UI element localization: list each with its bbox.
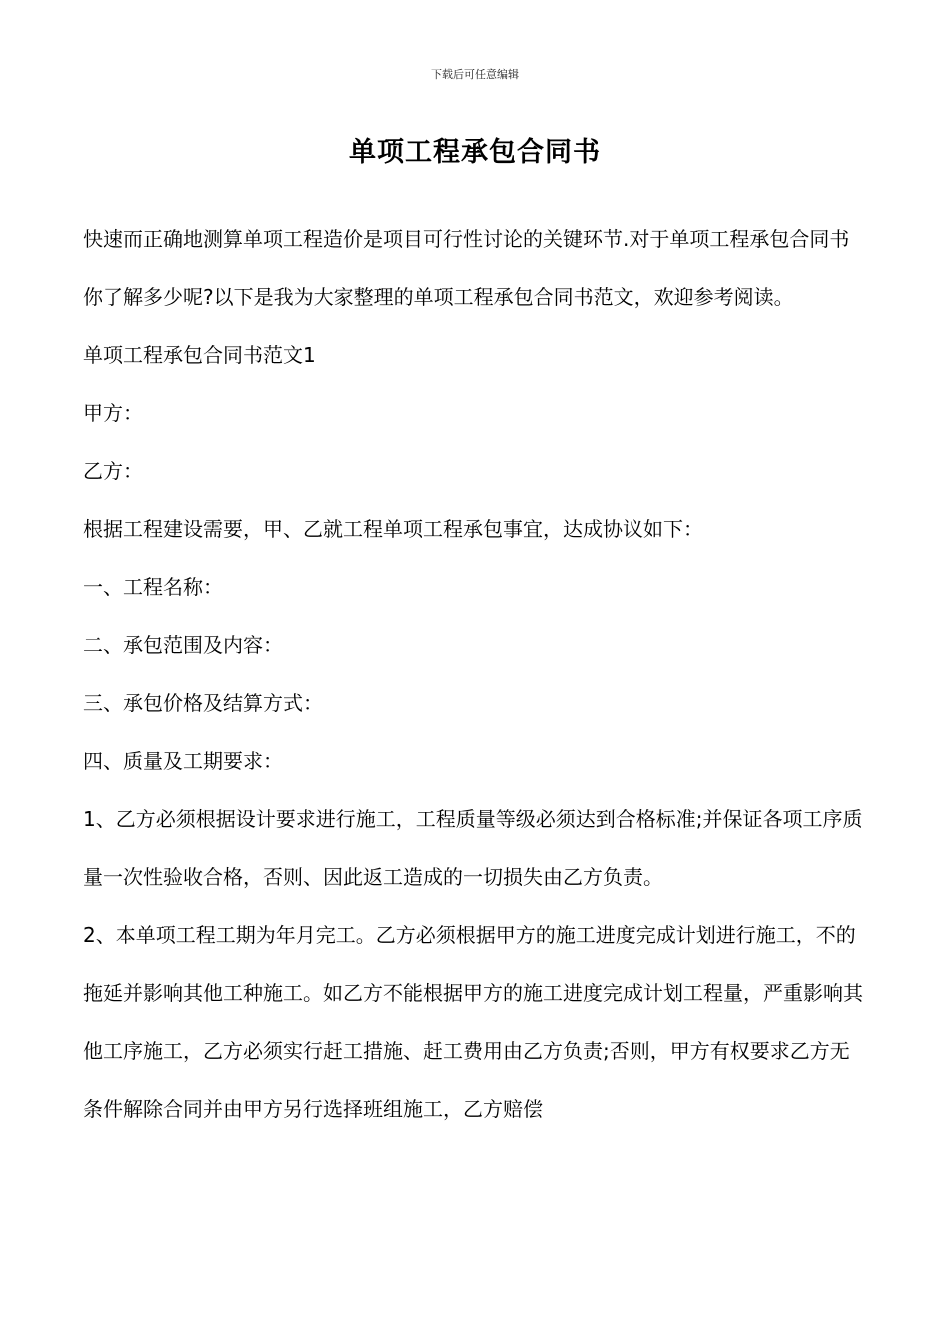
section-price: 三、承包价格及结算方式： xyxy=(83,691,323,715)
section-quality: 四、质量及工期要求： xyxy=(83,749,283,773)
header-note: 下载后可任意编辑 xyxy=(431,68,519,81)
document-body xyxy=(83,210,869,1138)
clause-2: 2、本单项工程工期为年月完工。乙方必须根据甲方的施工进度完成计划进行施工，不的拖延并影响其他工种施工。如乙方不能根据甲方的施工进度完成计划工程量，严重影响其他工序施工，乙方必须实行赶工措施、赶工费用由乙方负责;否则，甲方有权要求乙方无条件解除合同并由甲方另行选择班组施工，乙方赔偿 xyxy=(83,923,863,1121)
clause-1: 1、乙方必须根据设计要求进行施工，工程质量等级必须达到合格标准;并保证各项工序质量一次性验收合格，否则、因此返工造成的一切损失由乙方负责。 xyxy=(83,807,863,889)
intro-paragraph: 快速而正确地测算单项工程造价是项目可行性讨论的关键环节.对于单项工程承包合同书你了解多少呢?以下是我为大家整理的单项工程承包合同书范文，欢迎参考阅读。 xyxy=(83,227,850,309)
party-b-line: 乙方： xyxy=(83,459,143,483)
party-a-line: 甲方： xyxy=(83,401,143,425)
section-scope: 二、承包范围及内容： xyxy=(83,633,283,657)
sample-heading: 单项工程承包合同书范文1 xyxy=(83,343,316,367)
agreement-paragraph: 根据工程建设需要，甲、乙就工程单项工程承包事宜，达成协议如下： xyxy=(83,517,703,541)
section-project-name: 一、工程名称： xyxy=(83,575,223,599)
document-title: 单项工程承包合同书 xyxy=(349,137,601,168)
